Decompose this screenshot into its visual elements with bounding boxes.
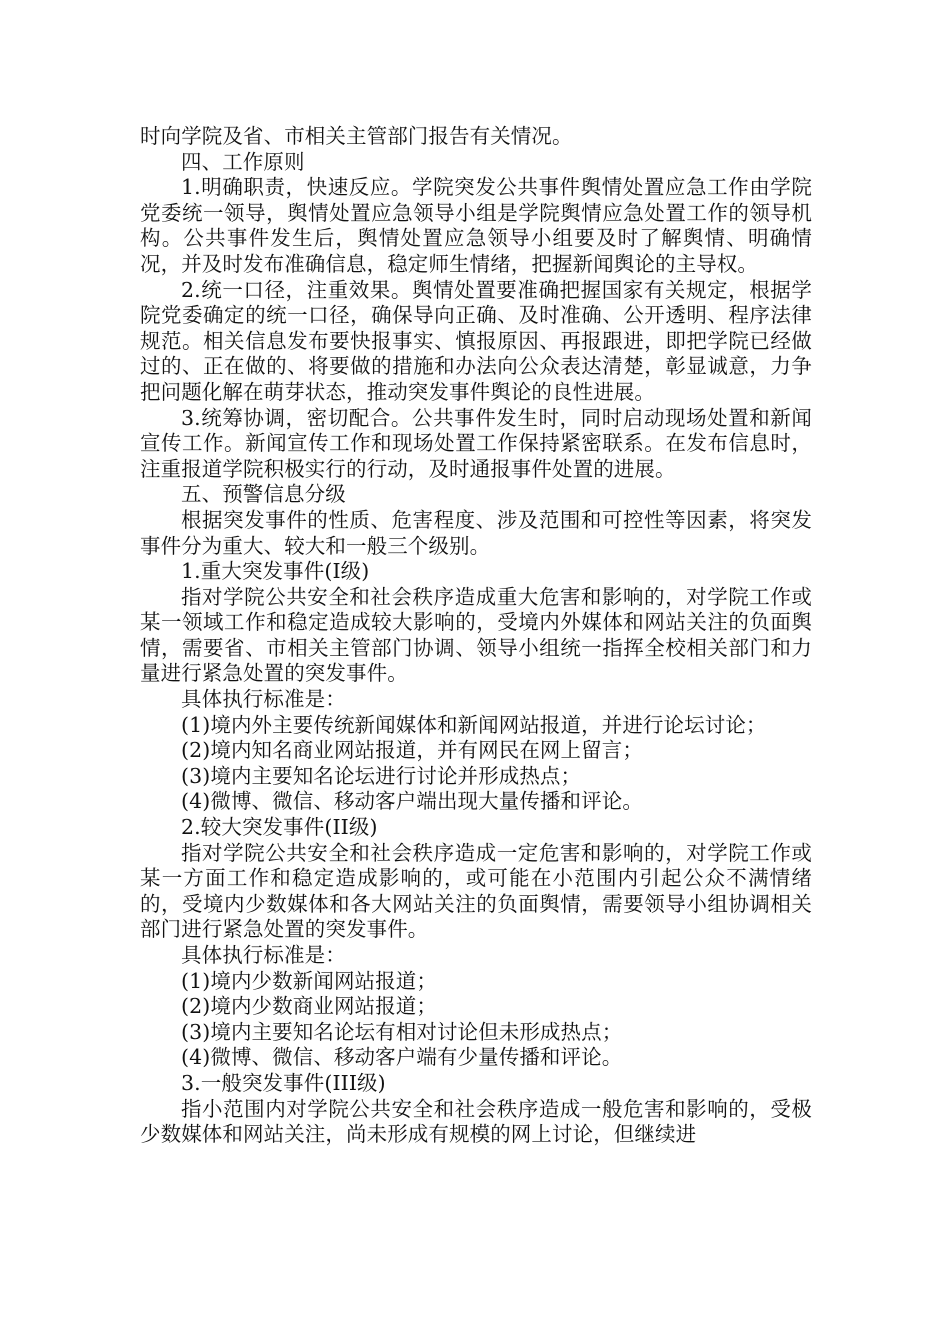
level-3-heading: 3.一般突发事件(III级) <box>181 1070 386 1095</box>
level-3-definition-paragraph: 指小范围内对学院公共安全和社会秩序造成一般危害和影响的，受极少数媒体和网站关注，尚未形成有规模的网上讨论，但继续进 <box>140 1096 812 1147</box>
level-2-criterion-1: (1)境内少数新闻网站报道； <box>181 968 437 993</box>
level-1-criterion-1: (1)境内外主要传统新闻媒体和新闻网站报道，并进行论坛讨论； <box>181 712 767 737</box>
level-1-definition-paragraph: 指对学院公共安全和社会秩序造成重大危害和影响的，对学院工作或某一领域工作和稳定造成较大影响的，受境内外媒体和网站关注的负面舆情，需要省、市相关主管部门协调、领导小组统一指挥全校相关部门和力量进行紧急处置的突发事件。 <box>140 584 812 686</box>
level-1-criterion-4: (4)微博、微信、移动客户端出现大量传播和评论。 <box>181 789 643 814</box>
level-2-criterion-4: (4)微博、微信、移动客户端有少量传播和评论。 <box>181 1045 623 1070</box>
level-2-criterion-2: (2)境内少数商业网站报道； <box>181 994 437 1019</box>
level-2-criterion-3: (3)境内主要知名论坛有相对讨论但未形成热点； <box>181 1019 623 1044</box>
section-heading-warning-levels: 五、预警信息分级 <box>181 482 346 507</box>
level-1-criterion-3: (3)境内主要知名论坛进行讨论并形成热点； <box>181 763 582 788</box>
document-page <box>140 124 812 1148</box>
warning-levels-intro-paragraph: 根据突发事件的性质、危害程度、涉及范围和可控性等因素，将突发事件分为重大、较大和一般三个级别。 <box>140 507 812 558</box>
principle-2-paragraph: 2.统一口径，注重效果。舆情处置要准确把握国家有关规定，根据学院党委确定的统一口径，确保导向正确、及时准确、公开透明、程序法律规范。相关信息发布要快报事实、慎报原因、再报跟进，即把学院已经做过的、正在做的、将要做的措施和办法向公众表达清楚，彰显诚意，力争把问题化解在萌芽状态，推动突发事件舆论的良性进展。 <box>140 277 812 404</box>
level-2-definition-paragraph: 指对学院公共安全和社会秩序造成一定危害和影响的，对学院工作或某一方面工作和稳定造成影响的，或可能在小范围内引起公众不满情绪的，受境内少数媒体和各大网站关注的负面舆情，需要领导小组协调相关部门进行紧急处置的突发事件。 <box>140 840 812 942</box>
paragraph-continuation: 时向学院及省、市相关主管部门报告有关情况。 <box>140 124 573 148</box>
principle-3-paragraph: 3.统筹协调，密切配合。公共事件发生时，同时启动现场处置和新闻宣传工作。新闻宣传工作和现场处置工作保持紧密联系。在发布信息时，注重报道学院积极实行的行动，及时通报事件处置的进展。 <box>140 405 812 481</box>
section-heading-work-principles: 四、工作原则 <box>181 149 305 174</box>
level-2-criteria-label: 具体执行标准是： <box>181 943 346 967</box>
level-2-heading: 2.较大突发事件(II级) <box>181 815 378 840</box>
principle-1-paragraph: 1.明确职责，快速反应。学院突发公共事件舆情处置应急工作由学院党委统一领导，舆情处置应急领导小组是学院舆情应急处置工作的领导机构。公共事件发生后，舆情处置应急领导小组要及时了解舆情、明确情况，并及时发布准确信息，稳定师生情绪，把握新闻舆论的主导权。 <box>140 175 812 276</box>
level-1-heading: 1.重大突发事件(I级) <box>181 559 370 584</box>
level-1-criterion-2: (2)境内知名商业网站报道，并有网民在网上留言； <box>181 738 643 763</box>
level-1-criteria-label: 具体执行标准是： <box>181 687 346 712</box>
